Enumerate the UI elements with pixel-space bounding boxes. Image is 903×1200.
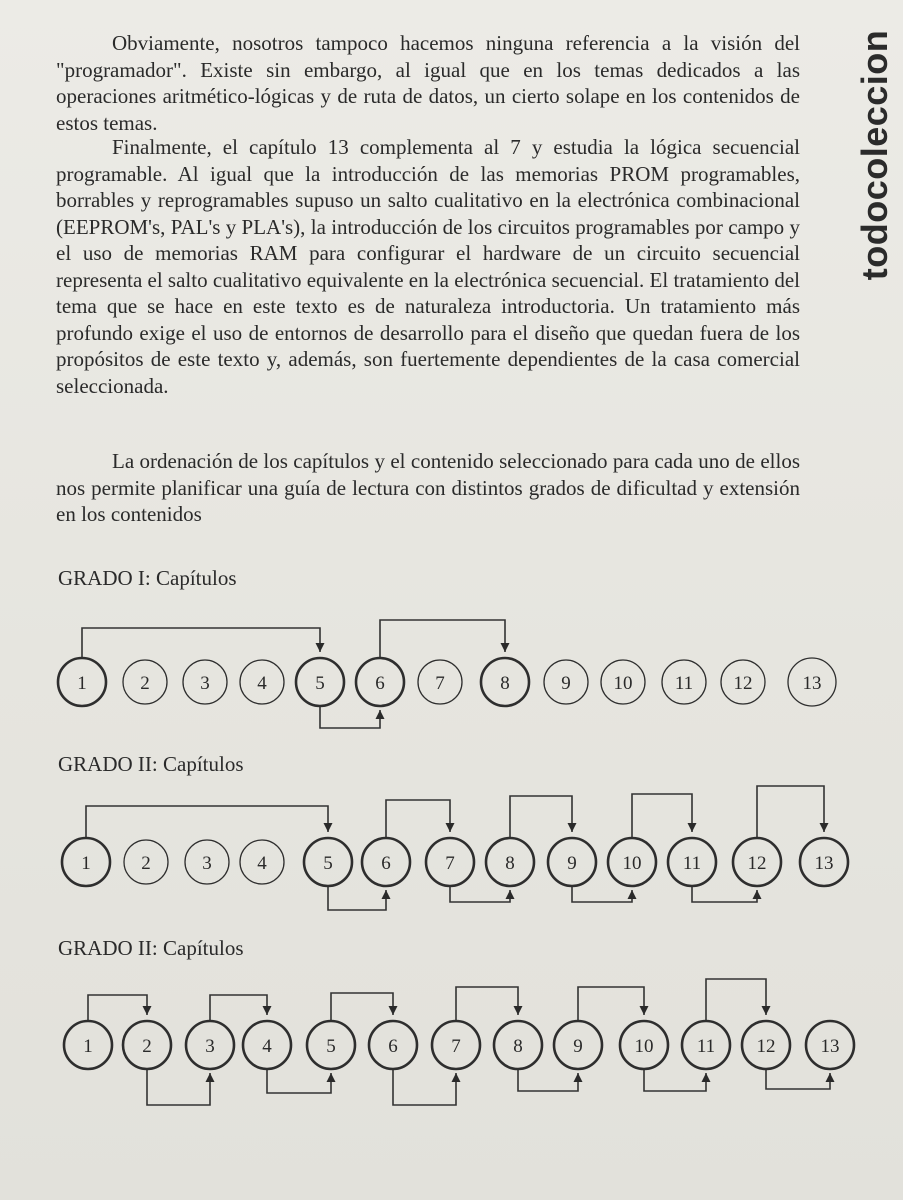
grade-1-chapter-label-13: 13 xyxy=(802,673,822,694)
grade-3-arrowhead-11 xyxy=(702,1073,711,1082)
grade-2-arrowhead-9 xyxy=(753,890,762,899)
grade-1-chapter-label-2: 2 xyxy=(140,673,150,694)
grade-3-connector-2 xyxy=(210,995,267,1021)
grade-2-chapter-label-11: 11 xyxy=(682,853,702,874)
paragraph-2: Finalmente, el capítulo 13 complementa al 7 y estudia la lógica secuencial programable. Al igual que la introducción de las memorias PROM programables, borrables y reprogramables supuso un salto cualitativo en la electrónica combinacional (EEPROM's, PAL's y PLA's), la introducción de los circuitos programables por campo y el uso de memorias RAM para configurar el hardware de un circuito secuencial representa el salto cualitativo equivalente en la electrónica secuencial. El tratamiento del tema que se hace en este texto es de naturaleza introductoria. Un tratamiento más profundo exige el uso de entornos de desarrollo para el diseño que quedan fuera de los propósitos de este texto y, además, son fuertemente dependientes de la casa comercial seleccionada. xyxy=(56,135,800,398)
grade-2-chapter-label-4: 4 xyxy=(257,853,267,874)
grade-3-arrowhead-9 xyxy=(452,1073,461,1082)
grade-1-chapter-label-6: 6 xyxy=(375,673,385,694)
grade-3-arrowhead-3 xyxy=(389,1006,398,1015)
grade-1-chapter-label-4: 4 xyxy=(257,673,267,694)
grade-2-arrowhead-1 xyxy=(324,823,333,832)
grade-2-chapter-label-7: 7 xyxy=(445,853,455,874)
grade-2-connector-8 xyxy=(572,886,632,902)
grade-1-chapter-label-1: 1 xyxy=(77,673,87,694)
paragraph-1: Obviamente, nosotros tampoco hacemos ninguna referencia a la visión del "programador". Existe sin embargo, al igual que en los temas dedicados a las operaciones aritmético-lógicas y de ruta de datos, un cierto solape en los contenidos de estos temas. xyxy=(56,31,800,135)
grade-3-arrowhead-1 xyxy=(143,1006,152,1015)
grade-3-connector-8 xyxy=(267,1069,331,1093)
grade-3-chapter-label-10: 10 xyxy=(634,1036,654,1057)
grade-2-arrowhead-5 xyxy=(820,823,829,832)
grade-3-arrowhead-6 xyxy=(762,1006,771,1015)
paragraph-3: La ordenación de los capítulos y el contenido seleccionado para cada uno de ellos nos permite planificar una guía de lectura con distintos grados de dificultad y extensión en los contenidos xyxy=(56,449,800,526)
grade-3-arrowhead-8 xyxy=(327,1073,336,1082)
grade-2-arrowhead-3 xyxy=(568,823,577,832)
grade-3-connector-5 xyxy=(578,987,644,1021)
grade-3-chapter-label-8: 8 xyxy=(513,1036,523,1057)
grade-2-connector-1 xyxy=(86,806,328,838)
grade-2-chapter-label-10: 10 xyxy=(622,853,642,874)
grade-2-diagram xyxy=(0,780,903,920)
grade-2-arrowhead-4 xyxy=(688,823,697,832)
grade-3-diagram xyxy=(0,965,903,1115)
grade-1-arrowhead-1 xyxy=(316,643,325,652)
grade-3-chapter-label-5: 5 xyxy=(326,1036,336,1057)
grade-2-connector-5 xyxy=(757,786,824,838)
grade-3-connector-11 xyxy=(644,1069,706,1091)
grade-3-connector-9 xyxy=(393,1069,456,1105)
grade-3-arrowhead-7 xyxy=(206,1073,215,1082)
grade-2-chapter-label-6: 6 xyxy=(381,853,391,874)
grade-2-title: GRADO II: Capítulos xyxy=(58,752,244,776)
grade-3-arrowhead-10 xyxy=(574,1073,583,1082)
grade-2-arrowhead-7 xyxy=(506,890,515,899)
grade-3-arrowhead-4 xyxy=(514,1006,523,1015)
watermark-text: todocoleccion xyxy=(854,29,895,281)
grade-1-chapter-label-3: 3 xyxy=(200,673,210,694)
grade-1-connector-1 xyxy=(82,628,320,658)
grade-2-connector-3 xyxy=(510,796,572,838)
grade-3-chapter-label-11: 11 xyxy=(696,1036,716,1057)
grade-1-arrowhead-2 xyxy=(501,643,510,652)
grade-3-chapter-label-13: 13 xyxy=(820,1036,840,1057)
grade-3-chapter-label-2: 2 xyxy=(142,1036,152,1057)
grade-1-chapter-label-5: 5 xyxy=(315,673,325,694)
grade-3-connector-1 xyxy=(88,995,147,1021)
grade-2-chapter-label-8: 8 xyxy=(505,853,515,874)
grade-1-title: GRADO I: Capítulos xyxy=(58,566,237,590)
grade-3-chapter-label-12: 12 xyxy=(756,1036,776,1057)
grade-2-chapter-label-5: 5 xyxy=(323,853,333,874)
grade-3-chapter-label-4: 4 xyxy=(262,1036,272,1057)
grade-1-arrowhead-3 xyxy=(376,710,385,719)
grade-2-arrowhead-6 xyxy=(382,890,391,899)
grade-2-chapter-label-12: 12 xyxy=(747,853,767,874)
grade-2-arrowhead-2 xyxy=(446,823,455,832)
grade-3-chapter-label-6: 6 xyxy=(388,1036,398,1057)
grade-3-connector-4 xyxy=(456,987,518,1021)
grade-2-chapter-label-9: 9 xyxy=(567,853,577,874)
grade-3-arrowhead-2 xyxy=(263,1006,272,1015)
grade-1-connector-2 xyxy=(380,620,505,658)
grade-2-chapter-label-13: 13 xyxy=(814,853,834,874)
grade-2-chapter-label-1: 1 xyxy=(81,853,91,874)
grade-3-title: GRADO II: Capítulos xyxy=(58,936,244,960)
grade-2-connector-4 xyxy=(632,794,692,838)
grade-3-connector-3 xyxy=(331,993,393,1021)
grade-3-chapter-label-1: 1 xyxy=(83,1036,93,1057)
watermark xyxy=(853,0,897,310)
grade-3-connector-12 xyxy=(766,1069,830,1089)
grade-1-chapter-label-8: 8 xyxy=(500,673,510,694)
grade-3-connector-7 xyxy=(147,1069,210,1105)
grade-1-diagram xyxy=(0,600,903,730)
grade-3-chapter-label-9: 9 xyxy=(573,1036,583,1057)
grade-2-chapter-label-3: 3 xyxy=(202,853,212,874)
grade-3-connector-10 xyxy=(518,1069,578,1091)
grade-2-chapter-label-2: 2 xyxy=(141,853,151,874)
grade-3-connector-6 xyxy=(706,979,766,1021)
grade-1-chapter-label-12: 12 xyxy=(733,673,753,694)
grade-1-chapter-label-10: 10 xyxy=(613,673,633,694)
grade-3-arrowhead-5 xyxy=(640,1006,649,1015)
grade-2-connector-2 xyxy=(386,800,450,838)
grade-1-chapter-label-9: 9 xyxy=(561,673,571,694)
grade-3-chapter-label-7: 7 xyxy=(451,1036,461,1057)
grade-3-arrowhead-12 xyxy=(826,1073,835,1082)
grade-2-arrowhead-8 xyxy=(628,890,637,899)
grade-1-chapter-label-7: 7 xyxy=(435,673,445,694)
grade-3-chapter-label-3: 3 xyxy=(205,1036,215,1057)
grade-2-connector-7 xyxy=(450,886,510,902)
grade-1-chapter-label-11: 11 xyxy=(674,673,694,694)
grade-2-connector-9 xyxy=(692,886,757,902)
grade-1-connector-3 xyxy=(320,706,380,728)
grade-2-connector-6 xyxy=(328,886,386,910)
